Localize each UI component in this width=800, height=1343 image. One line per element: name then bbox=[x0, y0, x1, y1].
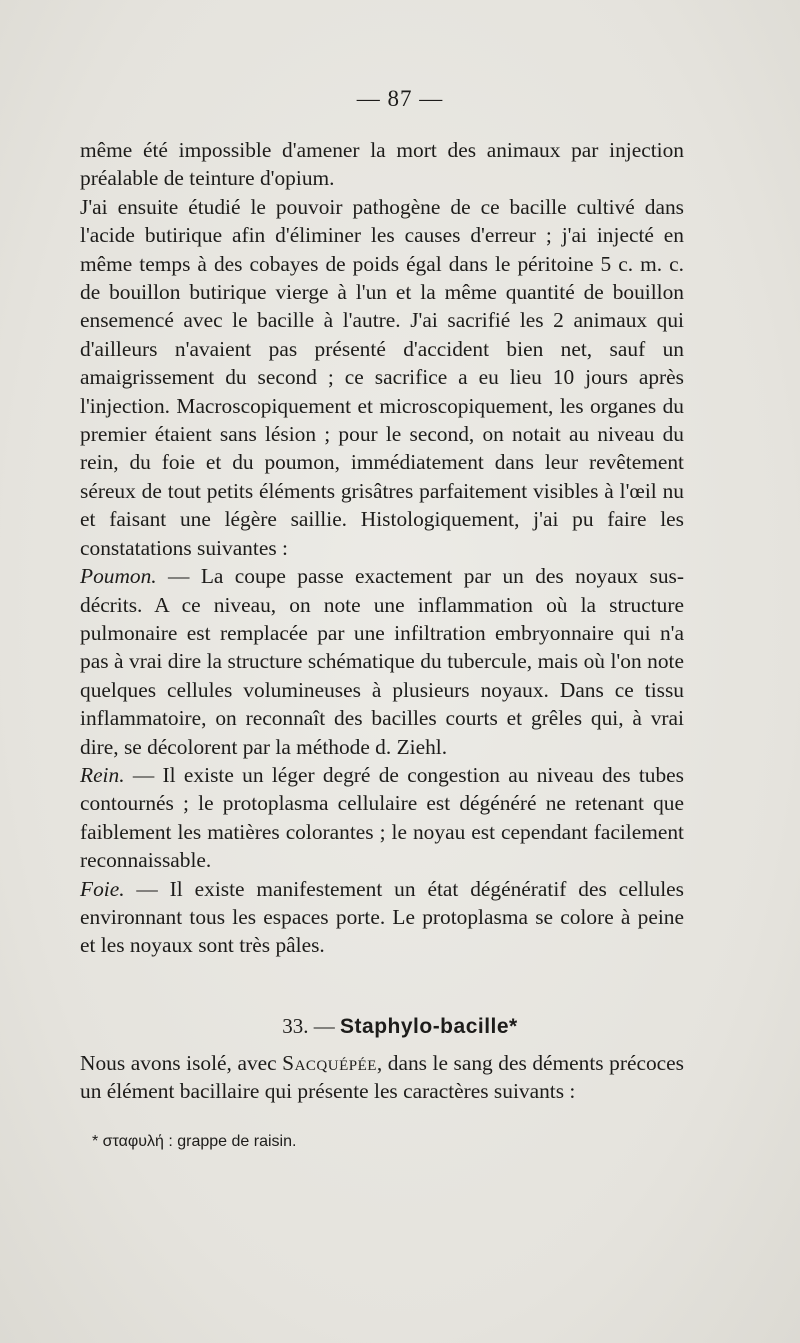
section-title: Staphylo-bacille* bbox=[340, 1015, 518, 1038]
organ-label: Poumon. bbox=[80, 564, 157, 589]
paragraph: J'ai ensuite étudié le pouvoir pathogène de ce bacille cultivé dans l'acide butirique afin d'éliminer les causes d'erreur ; j'ai injecté en même temps à des cobayes de poids égal dans le péritoine 5 c. m. c. de bouillon butirique vierge à l'un et la même quantité de bouillon ensemencé avec le bacille à l'autre. J'ai sacrifié les 2 animaux qui d'ailleurs n'avaient pas présenté d'accident bien net, sauf un amaigrissement du second ; ce sacrifice a eu lieu 10 jours après l'injection. Macroscopiquement et microscopiquement, les organes du premier étaient sans lésion ; pour le second, on notait au niveau du rein, du foie et du poumon, immédiatement dans leur revêtement séreux de tout petits éléments grisâtres parfaitement visibles à l'œil nu et faisant une légère saillie. Histologiquement, j'ai pu faire les constatations suivantes : bbox=[80, 194, 684, 560]
organ-text: — La coupe passe exactement par un des noyaux sus-décrits. A ce niveau, on note une inflammation où la structure pulmonaire est remplacée par une infiltration embryonnaire qui n'a pas à vrai dire la structure schématique du tubercule, mais où l'on note quelques cellules volumineuses à plusieurs noyaux. Dans ce tissu inflammatoire, on reconnaît des bacilles courts et grêles qui, à vrai dire, se décolorent par la méthode d. Ziehl. bbox=[80, 564, 684, 759]
author-name: Sacquépée bbox=[282, 1051, 377, 1075]
section-heading bbox=[0, 1014, 800, 1039]
section-number: 33. — bbox=[282, 1014, 335, 1038]
organ-text: — Il existe manifestement un état dégénératif des cellules environnant tous les espaces porte. Le protoplasma se colore à peine et les noyaux sont très pâles. bbox=[80, 876, 684, 958]
organ-label: Rein. bbox=[80, 762, 125, 787]
organ-paragraph-rein bbox=[80, 761, 684, 875]
section-text bbox=[80, 1049, 684, 1106]
section-intro bbox=[80, 1049, 684, 1106]
intro-before: Nous avons isolé, avec bbox=[80, 1051, 283, 1075]
organ-paragraph-poumon bbox=[80, 562, 684, 761]
paragraph: même été impossible d'amener la mort des animaux par injection préalable de teinture d'opium. bbox=[80, 138, 684, 191]
page-number: — 87 — bbox=[356, 86, 444, 111]
intro-after: , dans le sang des déments précoces un élément bacillaire qui présente les caractères suivants : bbox=[80, 1051, 684, 1104]
main-text bbox=[80, 136, 684, 960]
organ-label: Foie. bbox=[80, 876, 125, 901]
organ-paragraph-foie bbox=[80, 875, 684, 960]
organ-text: — Il existe un léger degré de congestion au niveau des tubes contournés ; le protoplasma cellulaire est dégénéré ne retenant que faiblement les matières colorantes ; le noyau est cependant facilement reconnaissable. bbox=[80, 762, 684, 873]
footnote: * σταφυλή : grappe de raisin. bbox=[92, 1133, 297, 1150]
